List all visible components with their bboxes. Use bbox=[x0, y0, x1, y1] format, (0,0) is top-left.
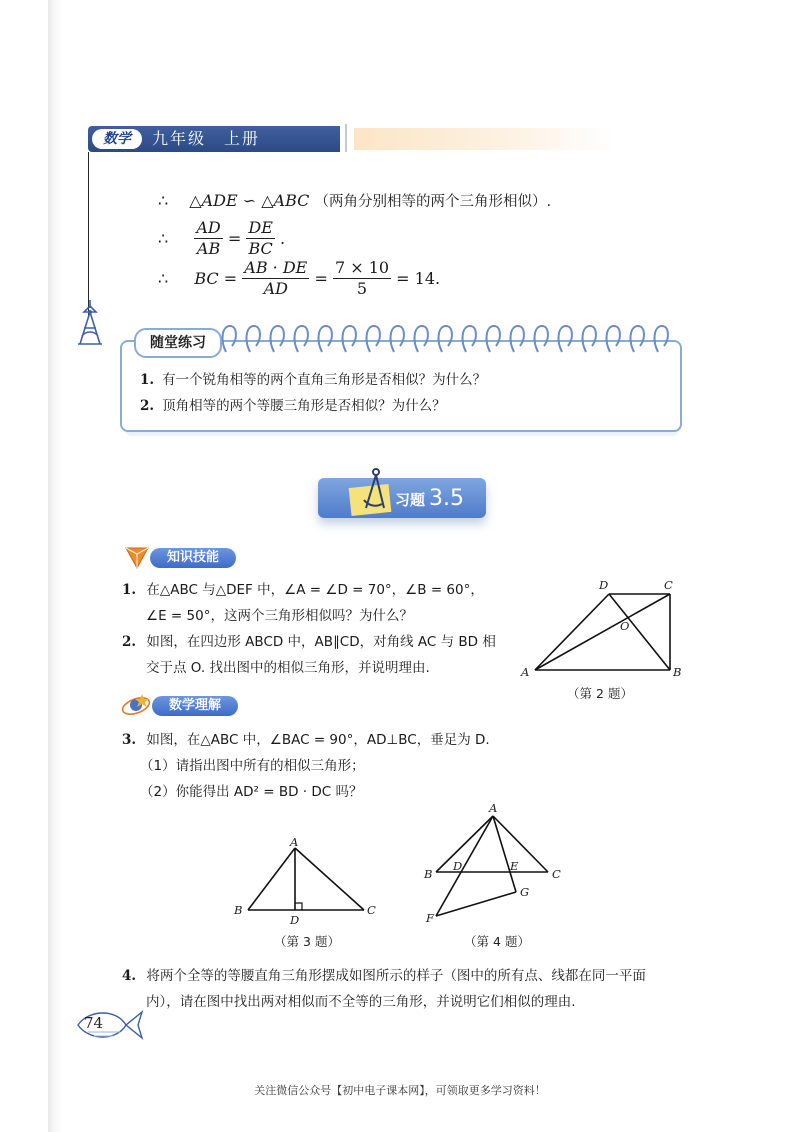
question-3-sub-1: （1）请指出图中所有的相似三角形； bbox=[140, 758, 365, 774]
fraction-denominator: AD bbox=[263, 279, 288, 298]
exercise-title bbox=[395, 482, 464, 517]
question-1-line-1 bbox=[122, 578, 484, 598]
therefore-symbol: ∴ bbox=[158, 229, 169, 248]
question-3-line-1 bbox=[122, 728, 490, 748]
item-text: 有一个锐角相等的两个直角三角形是否相似？为什么？ bbox=[162, 372, 487, 388]
figure-4-triangles bbox=[420, 800, 580, 930]
book-title: 九年级 上册 bbox=[152, 129, 261, 148]
label-B: B bbox=[424, 867, 433, 881]
exercise-label: 习题 bbox=[395, 491, 426, 509]
exercise-number: 3.5 bbox=[429, 486, 465, 511]
label-O: O bbox=[620, 619, 630, 633]
subject-badge: 数学 bbox=[92, 129, 142, 149]
fraction-ad-ab bbox=[194, 218, 222, 259]
question-number: 2. bbox=[122, 634, 137, 650]
diamond-icon bbox=[122, 542, 152, 572]
fraction-numerator: 7 × 10 bbox=[334, 258, 390, 277]
question-text: 如图，在四边形 ABCD 中，AB∥CD，对角线 AC 与 BD 相 bbox=[146, 634, 496, 650]
fraction-numerator: AD bbox=[196, 218, 221, 237]
label-G: G bbox=[520, 885, 530, 899]
section-knowledge-skills: 知识技能 bbox=[150, 548, 236, 568]
header-gradient-band bbox=[354, 128, 614, 150]
practice-item-1 bbox=[140, 368, 486, 388]
figure-2-caption: （第 2 题） bbox=[567, 686, 633, 701]
label-D: D bbox=[453, 859, 463, 873]
therefore-symbol: ∴ bbox=[158, 191, 169, 210]
fraction-numeric bbox=[333, 258, 391, 299]
proof-line-2: ∴ $\frac{AD}{AB}$ = $\frac{DE}{BC}$ . bbox=[158, 218, 286, 258]
label-F: F bbox=[426, 911, 434, 925]
label-C: C bbox=[664, 578, 673, 592]
question-3-sub-2: （2）你能得出 AD² = BD · DC 吗？ bbox=[140, 784, 363, 800]
question-number: 1. bbox=[122, 582, 137, 598]
fraction-ab-de-ad bbox=[242, 258, 309, 299]
figure-3-caption: （第 3 题） bbox=[274, 934, 340, 949]
proof-line-3: ∴ BC = $\frac{AB \cdot DE}{AD}$ = $\frac{7 \times 10}{5}$ = 14. bbox=[158, 258, 441, 298]
question-text: 在△ABC 与△DEF 中，∠A = ∠D = 70°，∠B = 60°， bbox=[146, 582, 484, 598]
label-E: E bbox=[510, 859, 519, 873]
page-number: 74 bbox=[84, 1014, 104, 1032]
label-C: C bbox=[367, 903, 376, 917]
fraction-denominator: AB bbox=[196, 239, 221, 258]
question-2-line-1 bbox=[122, 630, 496, 650]
question-4-line-1 bbox=[122, 964, 646, 984]
question-text: 将两个全等的等腰直角三角形摆成如图所示的样子（图中的所有点、线都在同一平面 bbox=[146, 968, 646, 984]
drafting-compass-icon bbox=[356, 464, 390, 514]
figure-4-caption: （第 4 题） bbox=[464, 934, 530, 949]
practice-label: 随堂练习 bbox=[134, 328, 222, 358]
equation-lhs: BC = bbox=[194, 269, 238, 288]
label-A: A bbox=[521, 665, 530, 679]
label-A: A bbox=[489, 801, 498, 815]
header-divider bbox=[345, 124, 347, 152]
label-A: A bbox=[290, 836, 299, 849]
label-C: C bbox=[552, 867, 561, 881]
similarity-reason: （两角分别相等的两个三角形相似）. bbox=[314, 194, 552, 210]
fraction-de-bc bbox=[246, 218, 275, 259]
footer-note: 关注微信公众号【初中电子课本网】，可领取更多学习资料！ bbox=[254, 1084, 546, 1097]
compass-tower-icon bbox=[70, 298, 110, 348]
fraction-denominator: 5 bbox=[356, 279, 368, 298]
question-number: 3. bbox=[122, 732, 137, 748]
fraction-numerator: AB · DE bbox=[244, 258, 308, 277]
similarity-statement: △ADE ∽ △ABC bbox=[189, 191, 310, 210]
question-number: 4. bbox=[122, 968, 137, 984]
label-B: B bbox=[673, 665, 682, 679]
orbit-star-icon bbox=[120, 690, 154, 720]
question-text: 如图，在△ABC 中，∠BAC = 90°，AD⊥BC，垂足为 D. bbox=[146, 732, 490, 748]
margin-rule bbox=[88, 152, 89, 317]
fraction-numerator: DE bbox=[248, 218, 273, 237]
therefore-symbol: ∴ bbox=[158, 269, 169, 288]
question-1-line-2: ∠E = 50°，这两个三角形相似吗？为什么？ bbox=[146, 608, 413, 624]
item-number: 2. bbox=[140, 398, 155, 414]
label-D: D bbox=[290, 913, 300, 927]
figure-3-right-triangle bbox=[228, 836, 388, 928]
spiral-binding-icon bbox=[220, 322, 670, 356]
proof-line-1 bbox=[158, 190, 551, 211]
practice-item-2 bbox=[140, 394, 446, 414]
fraction-denominator: BC bbox=[248, 239, 273, 258]
label-D: D bbox=[599, 578, 609, 592]
label-B: B bbox=[234, 903, 243, 917]
item-number: 1. bbox=[140, 372, 155, 388]
figure-2-trapezoid bbox=[515, 578, 690, 688]
equation-result: = 14. bbox=[396, 269, 441, 288]
section-math-understanding: 数学理解 bbox=[152, 696, 238, 716]
item-text: 顶角相等的两个等腰三角形是否相似？为什么？ bbox=[162, 398, 446, 414]
question-4-line-2: 内），请在图中找出两对相似而不全等的三角形，并说明它们相似的理由. bbox=[146, 994, 576, 1010]
question-2-line-2: 交于点 O. 找出图中的相似三角形，并说明理由. bbox=[146, 660, 430, 676]
